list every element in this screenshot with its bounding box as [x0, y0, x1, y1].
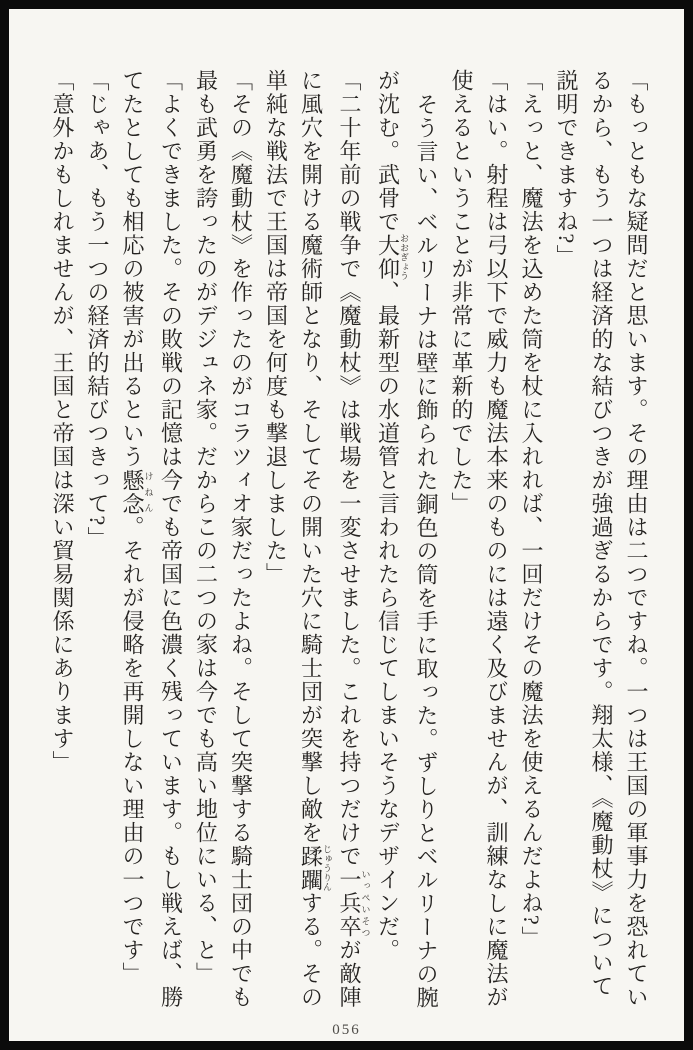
text-column: 「えっと、魔法を込めた筒を杖に入れれば、一回だけその魔法を使えるんだよね?」	[519, 69, 544, 950]
ruby-annotated-word: 懸念けねん	[120, 468, 154, 516]
text-columns	[45, 69, 654, 1025]
text-column: 単純な戦法で王国は帝国を何度も撃退しました」	[263, 69, 289, 586]
page-number: 056	[332, 1022, 361, 1038]
text-column: 「よくできました。その敗戦の記憶は今でも帝国に色濃く残っています。もし戦えば、勝	[158, 69, 184, 1009]
text-column: 説明できますね?」	[554, 69, 579, 269]
ruby-annotated-word: 蹂躙じゅうりん	[298, 844, 332, 892]
text-column: 最も武勇を誇ったのがデジュネ家。だからこの二つの家は今でも高い地位にいる、と」	[193, 69, 219, 986]
text-column: 「もっともな疑問だと思います。その理由は二つですね。一つは王国の軍事力を恐れてい	[624, 69, 649, 1009]
text-column: るから、もう一つは経済的な結びつきが強過ぎるからです。翔太様、《魔動杖》について	[589, 69, 614, 998]
text-column: 「二十年前の戦争で《魔動杖》は戦場を一変させました。これを持つだけで一兵卒いっぺいそつが敵陣	[337, 69, 371, 1009]
ruby-annotated-word: 大仰おおぎょう	[375, 233, 409, 281]
text-column: 「はい。射程は弓以下で威力も魔法本来のものには遠く及びませんが、訓練なしに魔法が	[484, 69, 509, 1009]
text-column: が沈む。武骨で大仰おおぎょう、最新型の水道管と言われたら信じてしまいそうなデザインだ。	[375, 69, 409, 962]
text-column: 「意外かもしれませんが、王国と帝国は深い貿易関係にあります」	[50, 69, 75, 774]
text-column: そう言い、ベルリーナは壁に飾られた銅色の筒を手に取った。ずしりとベルリーナの腕	[414, 92, 439, 1009]
text-column: 「その《魔動杖》を作ったのがコラツィオ家だったよね。そして突撃する騎士団の中でも	[228, 69, 254, 1009]
page	[9, 9, 684, 1041]
text-column: てたとしても相応の被害が出るという懸念けねん。それが侵略を再開しない理由の一つです」	[120, 69, 154, 986]
text-column: に風穴を開ける魔術師となり、そしてその開いた穴に騎士団が突撃し敵を蹂躙じゅうりんする。その	[298, 69, 332, 1009]
text-column: 使えるということが非常に革新的でした」	[449, 69, 474, 516]
ruby-annotated-word: 一兵卒いっぺいそつ	[337, 868, 371, 939]
text-column: 「じゃあ、もう一つの経済的結びつきって?」	[85, 69, 110, 551]
